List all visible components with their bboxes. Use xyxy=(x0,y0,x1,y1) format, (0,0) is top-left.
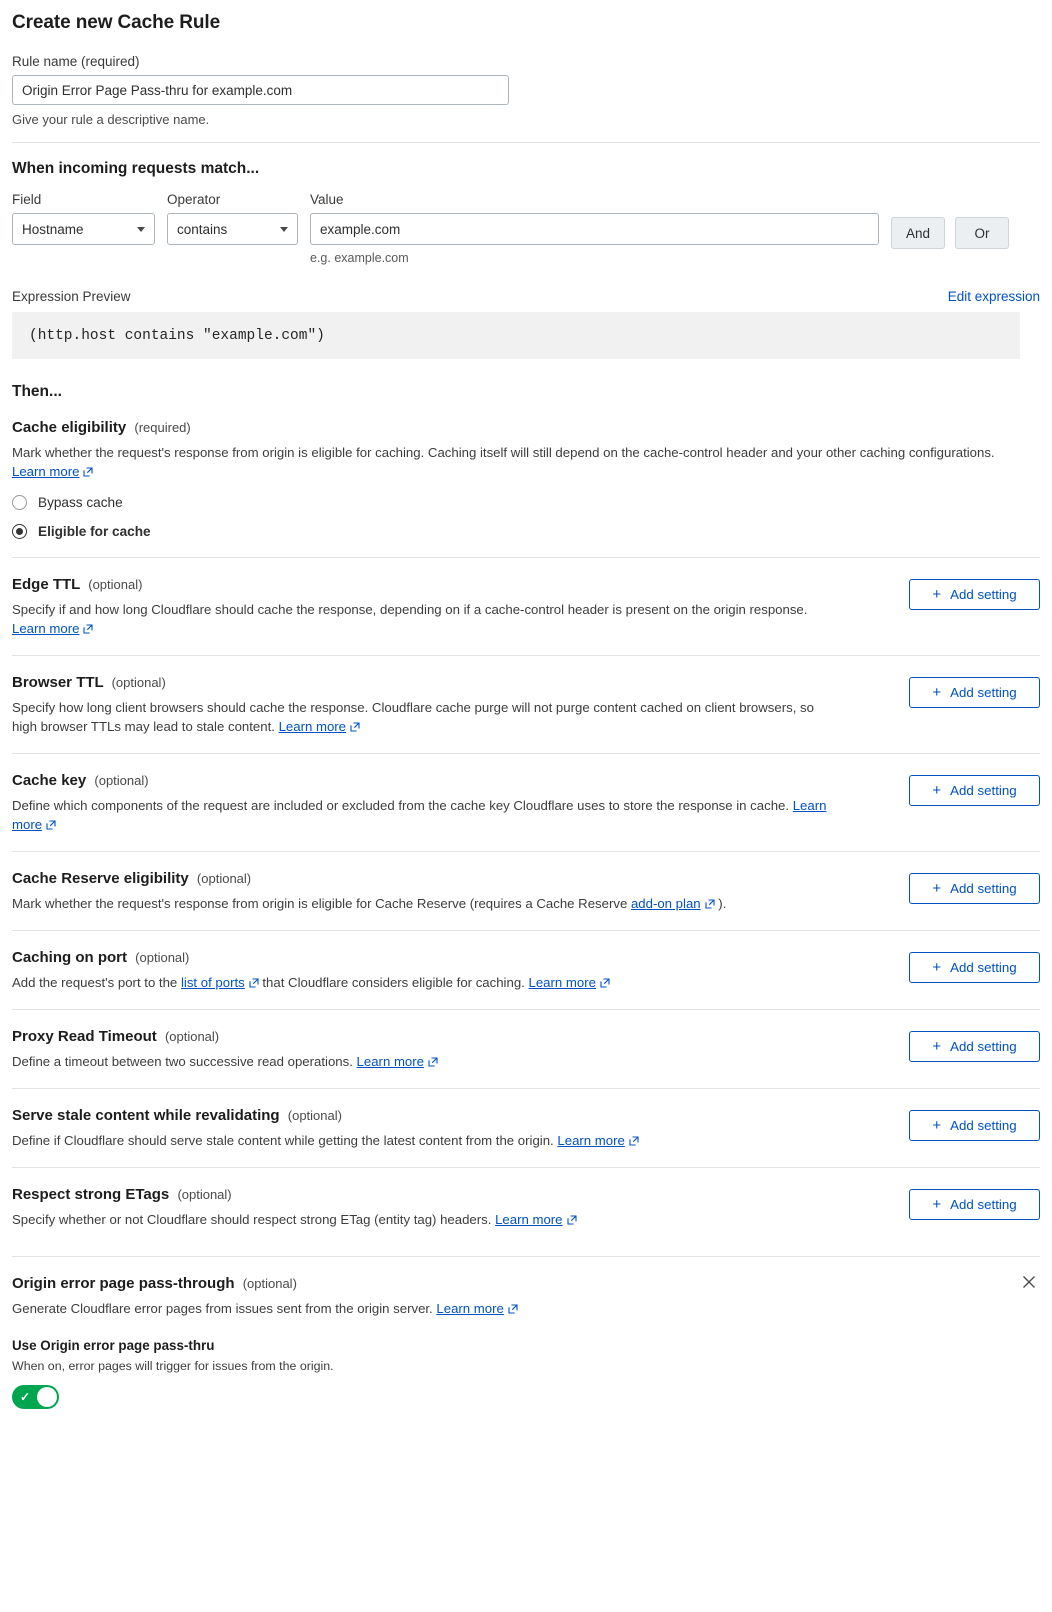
setting-respect-etags-left xyxy=(12,1186,577,1229)
setting-cache-key xyxy=(12,753,1040,851)
setting-proxy-read-timeout-title xyxy=(12,1028,438,1045)
origin-error-page-toggle-desc: When on, error pages will trigger for issues from the origin. xyxy=(12,1359,334,1373)
setting-title-text: Origin error page pass-through xyxy=(12,1275,235,1292)
optional-tag: (optional) xyxy=(94,773,149,788)
setting-respect-strong-etags xyxy=(12,1167,1040,1246)
setting-desc-text: Mark whether the request's response from origin is eligible for Cache Reserve (requires a Cache Reserve xyxy=(12,896,628,911)
cache-eligibility-required-tag: (required) xyxy=(134,420,191,435)
expression-preview-label: Expression Preview xyxy=(12,289,131,304)
divider xyxy=(12,142,1040,143)
external-link-icon xyxy=(705,899,715,909)
operator-label: Operator xyxy=(167,192,221,207)
rule-name-input[interactable]: Origin Error Page Pass-thru for example.com xyxy=(12,75,509,105)
radio-icon[interactable] xyxy=(12,524,27,539)
add-setting-label: Add setting xyxy=(950,1197,1017,1212)
radio-bypass-cache[interactable] xyxy=(12,495,1040,510)
rule-name-label: Rule name (required) xyxy=(12,54,140,69)
setting-title-text: Cache key xyxy=(12,772,87,789)
plus-icon: + xyxy=(932,1196,942,1213)
external-link-icon xyxy=(350,722,360,732)
field-select[interactable] xyxy=(12,213,155,245)
plus-icon: + xyxy=(932,684,942,701)
learn-more-link[interactable]: Learn more xyxy=(557,1133,625,1148)
setting-desc-text: Specify if and how long Cloudflare should cache the response, depending on if a cache-control header is present on the origin response. xyxy=(12,602,808,617)
setting-proxy-read-timeout-left xyxy=(12,1028,438,1071)
plus-icon: + xyxy=(932,586,942,603)
external-link-icon xyxy=(508,1304,518,1314)
setting-browser-ttl xyxy=(12,655,1040,753)
setting-cache-key-title xyxy=(12,772,842,789)
cache-eligibility-title xyxy=(12,419,1040,436)
external-link-icon xyxy=(600,978,610,988)
origin-error-page-toggle[interactable] xyxy=(12,1385,59,1409)
expression-header xyxy=(12,289,1040,304)
match-section-title: When incoming requests match... xyxy=(12,160,260,177)
learn-more-link[interactable]: Learn more xyxy=(495,1212,563,1227)
learn-more-link[interactable]: Learn more xyxy=(528,975,596,990)
add-setting-button[interactable] xyxy=(909,579,1040,610)
add-setting-label: Add setting xyxy=(950,587,1017,602)
setting-browser-ttl-desc xyxy=(12,698,842,736)
logic-buttons xyxy=(891,217,1009,249)
value-helper: e.g. example.com xyxy=(310,251,409,265)
external-link-icon xyxy=(567,1215,577,1225)
setting-title-text: Browser TTL xyxy=(12,674,104,691)
add-setting-label: Add setting xyxy=(950,783,1017,798)
origin-error-page-title xyxy=(12,1275,1040,1292)
setting-edge-ttl xyxy=(12,557,1040,655)
add-setting-label: Add setting xyxy=(950,1118,1017,1133)
setting-desc-text: Define a timeout between two successive read operations. xyxy=(12,1054,353,1069)
then-title: Then... xyxy=(12,383,62,400)
setting-cache-reserve-desc xyxy=(12,894,726,913)
cache-eligibility-desc xyxy=(12,443,1002,481)
cache-eligibility-desc-text: Mark whether the request's response from origin is eligible for caching. Caching itself will still depend on the cache-control header and your other caching configurations. xyxy=(12,445,995,460)
edit-expression-link[interactable]: Edit expression xyxy=(947,289,1040,304)
origin-error-page-toggle-title: Use Origin error page pass-thru xyxy=(12,1338,215,1353)
optional-tag: (optional) xyxy=(177,1187,232,1202)
value-label: Value xyxy=(310,192,344,207)
operator-select-value: contains xyxy=(177,221,228,237)
optional-tag: (optional) xyxy=(196,871,252,886)
field-label: Field xyxy=(12,192,42,207)
add-on-plan-link[interactable]: add-on plan xyxy=(630,896,701,911)
setting-title-text: Caching on port xyxy=(12,949,127,966)
setting-respect-etags-title xyxy=(12,1186,577,1203)
external-link-icon xyxy=(83,624,93,634)
setting-serve-stale-left xyxy=(12,1107,639,1150)
learn-more-link[interactable]: Learn more xyxy=(356,1054,424,1069)
setting-origin-error-page-pass-through xyxy=(12,1256,1040,1429)
external-link-icon xyxy=(83,467,93,477)
cache-eligibility-section xyxy=(12,419,1040,539)
origin-error-page-desc xyxy=(12,1299,1002,1318)
setting-caching-on-port xyxy=(12,930,1040,1009)
operator-column xyxy=(167,192,298,245)
setting-cache-reserve-eligibility xyxy=(12,851,1040,930)
radio-icon[interactable] xyxy=(12,495,27,510)
add-setting-button[interactable] xyxy=(909,677,1040,708)
match-row xyxy=(12,192,1040,265)
setting-title-text: Serve stale content while revalidating xyxy=(12,1107,280,1124)
optional-tag: (optional) xyxy=(135,950,190,965)
setting-serve-stale-desc xyxy=(12,1131,639,1150)
optional-tag: (optional) xyxy=(88,577,143,592)
optional-tag: (optional) xyxy=(242,1276,297,1291)
operator-select[interactable] xyxy=(167,213,298,245)
setting-cache-reserve-title xyxy=(12,870,726,887)
external-link-icon xyxy=(46,820,56,830)
setting-serve-stale-content xyxy=(12,1088,1040,1167)
add-setting-button[interactable] xyxy=(909,952,1040,983)
list-of-ports-link[interactable]: list of ports xyxy=(180,975,245,990)
plus-icon: + xyxy=(932,959,942,976)
setting-title-text: Cache Reserve eligibility xyxy=(12,870,189,887)
add-setting-button[interactable] xyxy=(909,1110,1040,1141)
external-link-icon xyxy=(428,1057,438,1067)
optional-tag: (optional) xyxy=(164,1029,220,1044)
setting-desc-text: Specify how long client browsers should cache the response. Cloudflare cache purge will not purge content cached on client browsers, so high browser TTLs may lead to stale content. xyxy=(12,700,814,734)
field-column xyxy=(12,192,155,245)
add-setting-label: Add setting xyxy=(950,685,1017,700)
setting-title-text: Edge TTL xyxy=(12,576,81,593)
setting-caching-on-port-desc xyxy=(12,973,610,992)
setting-desc-text: Define if Cloudflare should serve stale content while getting the latest content from the origin. xyxy=(12,1133,554,1148)
setting-desc-text-post: ). xyxy=(718,896,727,911)
add-setting-button[interactable] xyxy=(909,873,1040,904)
rule-name-helper: Give your rule a descriptive name. xyxy=(12,112,210,127)
setting-desc-text-mid: that Cloudflare considers eligible for caching. xyxy=(262,975,525,990)
setting-proxy-read-timeout-desc xyxy=(12,1052,438,1071)
plus-icon: + xyxy=(932,782,942,799)
external-link-icon xyxy=(629,1136,639,1146)
learn-more-link[interactable]: Learn more xyxy=(12,798,827,832)
plus-icon: + xyxy=(932,880,942,897)
setting-edge-ttl-desc xyxy=(12,600,842,638)
chevron-down-icon xyxy=(280,227,288,232)
setting-desc-text: Specify whether or not Cloudflare should respect strong ETag (entity tag) headers. xyxy=(12,1212,492,1227)
setting-edge-ttl-left xyxy=(12,576,842,638)
setting-desc-text: Define which components of the request are included or excluded from the cache key Cloudflare uses to store the response in cache. xyxy=(12,798,790,813)
add-setting-button[interactable] xyxy=(909,1031,1040,1062)
plus-icon: + xyxy=(932,1038,942,1055)
check-icon: ✓ xyxy=(20,1390,31,1404)
setting-caching-on-port-left xyxy=(12,949,610,992)
setting-cache-key-left xyxy=(12,772,842,834)
add-setting-label: Add setting xyxy=(950,1039,1017,1054)
page-title: Create new Cache Rule xyxy=(12,12,221,33)
setting-cache-reserve-left xyxy=(12,870,726,913)
or-button[interactable]: Or xyxy=(955,217,1009,249)
setting-serve-stale-title xyxy=(12,1107,639,1124)
setting-proxy-read-timeout xyxy=(12,1009,1040,1088)
radio-eligible-for-cache[interactable] xyxy=(12,524,1040,539)
plus-icon: + xyxy=(932,1117,942,1134)
learn-more-link[interactable]: Learn more xyxy=(12,464,80,479)
value-input[interactable]: example.com xyxy=(310,213,879,245)
learn-more-link[interactable]: Learn more xyxy=(278,719,347,734)
spacer xyxy=(12,539,1040,557)
learn-more-link[interactable]: Learn more xyxy=(12,621,80,636)
add-setting-button[interactable] xyxy=(909,775,1040,806)
setting-desc-text: Generate Cloudflare error pages from issues sent from the origin server. xyxy=(12,1301,433,1316)
optional-tag: (optional) xyxy=(287,1108,342,1123)
setting-caching-on-port-title xyxy=(12,949,610,966)
close-icon[interactable] xyxy=(1020,1273,1038,1291)
add-setting-label: Add setting xyxy=(950,960,1017,975)
expression-preview-box: (http.host contains "example.com") xyxy=(12,312,1020,359)
and-button[interactable]: And xyxy=(891,217,945,249)
external-link-icon xyxy=(249,978,259,988)
setting-browser-ttl-left xyxy=(12,674,842,736)
toggle-knob xyxy=(37,1387,57,1407)
setting-desc-text: Add the request's port to the xyxy=(12,975,178,990)
setting-title-text: Proxy Read Timeout xyxy=(12,1028,157,1045)
setting-respect-etags-desc xyxy=(12,1210,577,1229)
value-column xyxy=(310,192,879,265)
setting-browser-ttl-title xyxy=(12,674,842,691)
radio-eligible-for-cache-label: Eligible for cache xyxy=(38,524,151,539)
chevron-down-icon xyxy=(137,227,145,232)
learn-more-link[interactable]: Learn more xyxy=(436,1301,504,1316)
cache-eligibility-title-text: Cache eligibility xyxy=(12,419,127,436)
setting-edge-ttl-title xyxy=(12,576,842,593)
field-select-value: Hostname xyxy=(22,221,84,237)
add-setting-button[interactable] xyxy=(909,1189,1040,1220)
setting-title-text: Respect strong ETags xyxy=(12,1186,170,1203)
add-setting-label: Add setting xyxy=(950,881,1017,896)
radio-bypass-cache-label: Bypass cache xyxy=(38,495,123,510)
optional-tag: (optional) xyxy=(111,675,166,690)
setting-cache-key-desc xyxy=(12,796,842,834)
